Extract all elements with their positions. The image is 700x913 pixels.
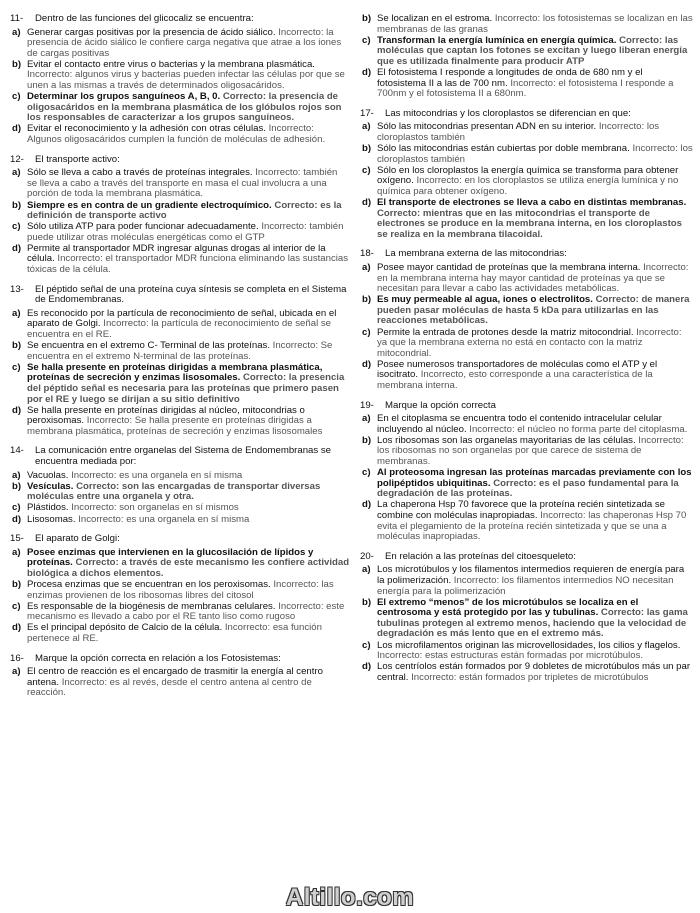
option-letter: a) <box>362 121 371 133</box>
incorrect-explanation: Incorrecto: en la membrana interna hay mayor cantidad de proteínas ya que se necesitan para llevar a cabo las actividades metabólicas. <box>377 261 689 295</box>
incorrect-explanation: Incorrecto: el núcleo no forma parte del citoplasma. <box>469 423 688 435</box>
answer-option <box>360 500 693 542</box>
correct-explanation: Correcto: la presencia del péptido señal es necesaria para las proteínas que primero pasen por el RE y luego se dirijan a su sitio definitivo <box>27 372 345 405</box>
answer-option <box>10 548 350 580</box>
option-letter: c) <box>12 221 21 233</box>
question <box>10 155 350 276</box>
option-text: Se encuentra en el extremo C- Terminal de las proteínas. <box>27 340 270 352</box>
option-letter: c) <box>12 361 21 373</box>
question-number: 16- <box>10 652 24 664</box>
question-text: El transporte activo: <box>35 153 120 165</box>
answer-option <box>10 515 350 526</box>
option-text: Sólo en los cloroplastos la energía química se transforma para obtener oxígeno. <box>377 164 679 187</box>
option-body <box>27 515 350 526</box>
answer-option <box>360 360 693 392</box>
option-text: Se halla presente en proteínas dirigidas al núcleo, mitocondrias o peroxisomas. <box>27 404 305 427</box>
option-letter: c) <box>362 164 371 176</box>
incorrect-explanation: Incorrecto: están formados por tripletes de microtúbulos <box>411 671 649 683</box>
option-letter: d) <box>12 242 22 254</box>
option-body <box>27 503 350 514</box>
option-letter: a) <box>12 469 21 481</box>
option-text: Procesa enzimas que se encuentran en los peroxisomas. <box>27 579 271 590</box>
option-letter: d) <box>12 622 22 634</box>
option-letter: c) <box>362 326 371 338</box>
option-letter: c) <box>12 502 21 514</box>
option-letter: a) <box>12 307 21 319</box>
option-body <box>377 68 693 100</box>
answer-option <box>360 36 693 68</box>
option-text: Los microtúbulos y los filamentos intermedios requieren de energía para la polimerización. <box>377 564 685 586</box>
option-text: Siempre es en contra de un gradiente electroquímico. <box>27 199 272 211</box>
answer-option <box>10 580 350 601</box>
question-stem <box>360 552 693 563</box>
answer-option <box>360 68 693 100</box>
incorrect-explanation: Incorrecto: Se encuentra en el extremo N-terminal de las proteínas. <box>27 340 333 362</box>
option-letter: a) <box>362 413 371 425</box>
question <box>10 654 350 699</box>
question-stem <box>10 654 350 665</box>
incorrect-explanation: Incorrecto: este mecanismo es llevado a cabo por el RE tanto liso como rugoso <box>27 600 345 623</box>
correct-explanation: Correcto: es el paso fundamental para la degradación de las proteínas. <box>377 477 679 500</box>
option-letter: a) <box>12 167 21 179</box>
incorrect-explanation: Incorrecto: ya que la membrana externa no está en contacto con la matriz mitocondrial. <box>377 326 682 359</box>
question-number: 18- <box>360 248 374 260</box>
option-text: Los ribosomas son las organelas mayoritarias de las células. <box>377 434 636 446</box>
option-letter: b) <box>362 596 372 608</box>
option-text: Sólo las mitocondrias presentan ADN en su interior. <box>377 121 597 133</box>
incorrect-explanation: Incorrecto: el fotosistema I responde a 700nm y el fotosistema II a 680nm. <box>377 77 674 100</box>
question-number: 20- <box>360 550 374 562</box>
incorrect-explanation: Incorrecto: las enzimas provienen de los ribosomas libres del citosol <box>27 579 334 601</box>
incorrect-explanation: Incorrecto: Algunos oligosacáridos cumplen la función de moléculas de adhesión. <box>27 123 326 146</box>
option-text: Posee enzimas que intervienen en la glucosilación de lípidos y proteínas. <box>27 546 314 569</box>
answer-option <box>10 406 350 438</box>
incorrect-explanation: Incorrecto: es una organela en sí misma <box>78 513 250 525</box>
option-body <box>27 28 350 60</box>
option-text: Vacuolas. <box>27 469 69 481</box>
answer-option <box>10 28 350 60</box>
question-stem <box>10 534 350 545</box>
option-letter: b) <box>12 480 22 492</box>
option-text: Se halla presente en proteínas dirigidas a membrana plasmática, proteínas de secreción y enzimas lisosomales. <box>27 361 323 384</box>
incorrect-explanation: Incorrecto: algunos virus y bacterias pueden infectar las células por que se unen a las mismas a través de determinados oligosacáridos. <box>27 69 345 92</box>
option-body <box>377 565 693 597</box>
option-body <box>377 263 693 295</box>
answer-option <box>10 92 350 124</box>
option-letter: b) <box>362 143 372 155</box>
option-letter: b) <box>362 13 372 24</box>
option-letter: b) <box>362 434 372 446</box>
answer-option <box>360 641 693 662</box>
question-stem <box>10 155 350 166</box>
option-letter: d) <box>12 513 22 525</box>
option-body <box>377 436 693 468</box>
option-letter: a) <box>12 26 21 38</box>
option-body <box>27 92 350 124</box>
option-body <box>27 602 350 623</box>
question-text: Las mitocondrias y los cloroplastos se diferencian en que: <box>385 107 631 119</box>
option-letter: b) <box>12 579 22 590</box>
option-text: Es reconocido por la partícula de reconocimiento de señal, ubicada en el aparato de Golgi. <box>27 307 337 330</box>
option-body <box>27 667 350 699</box>
question-stem <box>360 109 693 120</box>
option-letter: c) <box>362 467 371 479</box>
answer-option <box>360 436 693 468</box>
option-body <box>27 244 350 276</box>
question-stem <box>360 249 693 260</box>
option-body <box>377 500 693 542</box>
incorrect-explanation: Incorrecto: las chaperonas Hsp 70 evita el plegamiento de la proteína recién sintetizada y que se una a moléculas inapropiadas. <box>377 510 687 543</box>
option-text: El centro de reacción es el encargado de trasmitir la energía al centro antena. <box>27 666 323 688</box>
option-body <box>377 122 693 143</box>
option-text: En el citoplasma se encuentra todo el contenido intracelular celular incluyendo al núcleo. <box>377 413 662 435</box>
answer-option <box>10 667 350 699</box>
answer-option <box>10 124 350 145</box>
option-letter: c) <box>362 639 371 651</box>
answer-option <box>10 60 350 92</box>
option-body <box>377 166 693 198</box>
option-letter: d) <box>362 66 372 78</box>
option-text: La chaperona Hsp 70 favorece que la proteína recién sintetizada se combine con moléculas inapropiadas. <box>377 499 665 522</box>
option-letter: d) <box>12 404 22 416</box>
option-text: Sólo se lleva a cabo a través de proteínas integrales. <box>27 167 253 179</box>
right-column <box>360 14 693 692</box>
option-text: Permite al transportador MDR ingresar algunas drogas al interior de la célula. <box>27 242 326 265</box>
incorrect-explanation: Incorrecto: los cloroplastos también <box>377 143 693 165</box>
incorrect-explanation: Incorrecto: los ribosomas no son organelas por que carece de sistema de membranas. <box>377 434 684 468</box>
answer-option <box>360 198 693 240</box>
option-text: Sólo utiliza ATP para poder funcionar adecuadamente. <box>27 221 259 233</box>
question-number: 15- <box>10 533 24 545</box>
option-body <box>27 580 350 601</box>
question <box>10 14 350 146</box>
question-number: 12- <box>10 153 24 165</box>
question-text: En relación a las proteínas del citoesqueleto: <box>385 550 576 562</box>
option-text: Plástidos. <box>27 502 69 514</box>
question-text: Marque la opción correcta <box>385 399 496 411</box>
incorrect-explanation: Incorrecto: también se lleva a cabo a través del transporte en masa el cual involucra a una porción de toda la membrana plasmática. <box>27 167 338 200</box>
option-text: Generar cargas positivas por la presencia de ácido siálico. <box>27 26 276 38</box>
site-watermark: Altillo.com <box>285 884 415 911</box>
incorrect-explanation: Incorrecto: estas estructuras están formadas por microtúbulos. <box>377 650 644 662</box>
question-stem <box>360 401 693 412</box>
answer-option <box>10 309 350 341</box>
option-letter: c) <box>362 34 371 46</box>
option-body <box>27 309 350 341</box>
incorrect-explanation: Incorrecto: los filamentos intermedios NO necesitan energía para la polimerización <box>377 575 674 597</box>
option-body <box>27 60 350 92</box>
correct-explanation: Correcto: las gama tubulinas protegen al extremo menos, haciendo que la velocidad de degradación es más lento que en el extremo más. <box>377 607 688 640</box>
option-text: Los microfilamentos originan las microvellosidades, los cilios y flagelos. <box>377 639 681 651</box>
answer-option <box>360 328 693 360</box>
answer-option <box>10 482 350 503</box>
question <box>360 552 693 684</box>
answer-option <box>10 168 350 200</box>
option-body <box>377 641 693 662</box>
option-body <box>27 623 350 644</box>
question-stem <box>10 446 350 467</box>
question-number: 13- <box>10 283 24 295</box>
option-letter: c) <box>12 600 21 612</box>
correct-explanation: Correcto: son las encargadas de transportar diversas moléculas entre una organela y otra. <box>27 480 321 503</box>
incorrect-explanation: Incorrecto, esto corresponde a una característica de la membrana interna. <box>377 369 653 391</box>
answer-option <box>360 662 693 683</box>
incorrect-explanation: Incorrecto: esa función pertenece al RE. <box>27 622 322 644</box>
answer-option <box>10 363 350 405</box>
option-body <box>27 406 350 438</box>
answer-option <box>360 263 693 295</box>
correct-explanation: Correcto: de manera pueden pasar moléculas de hasta 5 kDa para utilizarlas en las reacciones metabólicas. <box>377 294 690 327</box>
answer-option <box>360 14 693 35</box>
incorrect-explanation: Incorrecto: los fotosistemas se localizan en las membranas de las granas <box>377 13 693 35</box>
question-text: El péptido señal de una proteína cuya síntesis se completa en el Sistema de Endomembranas. <box>35 283 347 306</box>
option-letter: a) <box>362 261 371 273</box>
question <box>360 109 693 241</box>
option-body <box>27 471 350 482</box>
question-number: 17- <box>360 107 374 119</box>
question <box>10 446 350 525</box>
option-body <box>27 201 350 222</box>
option-letter: d) <box>362 358 372 370</box>
option-text: Determinar los grupos sanguíneos A, B, 0. <box>27 91 221 103</box>
incorrect-explanation: Incorrecto: en los cloroplastos se utiliza energía lumínica y no química para obtener oxígeno. <box>377 175 679 197</box>
option-letter: b) <box>12 340 22 352</box>
option-letter: d) <box>362 661 372 673</box>
answer-option <box>10 623 350 644</box>
option-letter: c) <box>12 91 21 103</box>
option-body <box>377 198 693 240</box>
option-body <box>377 662 693 683</box>
option-letter: d) <box>362 197 372 208</box>
option-text: Es el principal depósito de Calcio de la célula. <box>27 622 223 634</box>
option-text: Evitar el reconocimiento y la adhesión con otras células. <box>27 123 266 135</box>
option-body <box>377 14 693 35</box>
option-letter: a) <box>12 666 21 678</box>
incorrect-explanation: Incorrecto: la partícula de reconocimiento de señal se encuentra en el RE. <box>27 318 331 341</box>
answer-option <box>10 471 350 482</box>
question <box>360 249 693 391</box>
option-body <box>377 360 693 392</box>
option-text: Es responsable de la biogénesis de membranas celulares. <box>27 600 276 612</box>
option-text: Posee numerosos transportadores de moléculas como el ATP y el isocitrato. <box>377 358 658 381</box>
option-body <box>377 144 693 165</box>
question-number: 11- <box>10 13 24 24</box>
answer-option <box>360 468 693 500</box>
option-letter: b) <box>362 294 372 306</box>
correct-explanation: Correcto: es la definición de transporte activo <box>27 199 342 222</box>
answer-option <box>10 222 350 243</box>
option-text: Permite la entrada de protones desde la matriz mitocondrial. <box>377 326 634 338</box>
option-text: Vesículas. <box>27 480 74 492</box>
incorrect-explanation: Incorrecto: también puede utilizar otras moléculas energéticas como el GTP <box>27 221 344 243</box>
question <box>10 285 350 438</box>
incorrect-explanation: Incorrecto: la presencia de ácido siálico le confiere carga negativa que atrae a los iones de cargas positivas <box>27 26 342 59</box>
answer-option <box>360 144 693 165</box>
left-column <box>10 14 350 708</box>
option-letter: a) <box>362 564 371 576</box>
answer-option <box>10 244 350 276</box>
option-letter: b) <box>12 58 22 70</box>
option-text: Al proteosoma ingresan las proteínas marcadas previamente con los polipéptidos ubiquitinas. <box>377 467 692 489</box>
correct-explanation: Correcto: a través de este mecanismo les confiere actividad biológica a dichos elementos. <box>27 557 350 579</box>
option-letter: d) <box>362 499 372 511</box>
question-number: 19- <box>360 399 374 411</box>
answer-option <box>10 341 350 362</box>
option-text: Es muy permeable al agua, iones o electrolitos. <box>377 294 593 306</box>
incorrect-explanation: Incorrecto: Se halla presente en proteínas dirigidas a membrana plasmática, proteínas de secreción y enzimas lisosomales <box>27 415 323 437</box>
answer-option <box>360 122 693 143</box>
option-text: El extremo “menos” de los microtúbulos se localiza en el centrosoma y está protegido por las y tubulinas. <box>377 596 639 619</box>
question-text: Marque la opción correcta en relación a los Fotosistemas: <box>35 652 281 664</box>
correct-explanation: Correcto: la presencia de oligosacáridos en la membrana plasmática de los glóbulos rojos son los responsables de caracterizar a los grupos sanguíneos. <box>27 91 342 124</box>
incorrect-explanation: Incorrecto: es al revés, desde el centro antena al centro de reacción. <box>27 676 312 699</box>
option-body <box>27 341 350 362</box>
question-text: El aparato de Golgi: <box>35 533 120 545</box>
incorrect-explanation: Incorrecto: es una organela en sí misma <box>71 469 243 481</box>
question <box>360 14 693 100</box>
option-body <box>377 468 693 500</box>
correct-explanation: Correcto: las moléculas que captan los fotones se excitan y luego liberan energía que es utilizada finalmente para producir ATP <box>377 34 688 67</box>
option-text: Transforman la energía lumínica en energía química. <box>377 34 617 46</box>
option-letter: d) <box>12 123 22 135</box>
question-text: La membrana externa de las mitocondrias: <box>385 248 567 260</box>
answer-option <box>360 414 693 435</box>
question-text: Dentro de las funciones del glicocaliz se encuentra: <box>35 13 254 24</box>
option-body <box>377 36 693 68</box>
answer-option <box>10 201 350 222</box>
answer-option <box>360 598 693 640</box>
question-text: La comunicación entre organelas del Sistema de Endomembranas se encuentra mediada por: <box>35 445 331 468</box>
option-text: Se localizan en el estroma. <box>377 13 493 24</box>
answer-option <box>360 565 693 597</box>
question <box>10 534 350 644</box>
option-text: Sólo las mitocondrias están cubiertas por doble membrana. <box>377 143 630 155</box>
answer-option <box>360 295 693 327</box>
option-body <box>377 598 693 640</box>
option-text: Los centríolos están formados por 9 dobletes de microtúbulos más un par central. <box>377 661 691 683</box>
option-text: Lisosomas. <box>27 513 76 525</box>
option-body <box>377 414 693 435</box>
option-body <box>27 363 350 405</box>
incorrect-explanation: Incorrecto: los cloroplastos también <box>377 121 660 143</box>
option-letter: b) <box>12 199 22 211</box>
option-body <box>377 295 693 327</box>
option-body <box>377 328 693 360</box>
answer-option <box>10 503 350 514</box>
option-text: Evitar el contacto entre virus o bacterias y la membrana plasmática. <box>27 58 315 70</box>
option-body <box>27 168 350 200</box>
correct-explanation: Correcto: mientras que en las mitocondrias el transporte de electrones se produce en la membrana interna, en los cloroplastos se realiza en la membrana tilacoidal. <box>377 207 682 240</box>
question-stem <box>10 285 350 306</box>
option-body <box>27 482 350 503</box>
option-letter: a) <box>12 546 21 558</box>
option-body <box>27 124 350 145</box>
question-stem <box>10 14 350 25</box>
incorrect-explanation: Incorrecto: son organelas en sí mismos <box>71 502 239 514</box>
incorrect-explanation: Incorrecto: el transportador MDR funciona eliminando las sustancias tóxicas de la célula. <box>27 253 349 276</box>
question <box>360 401 693 543</box>
answer-option <box>10 602 350 623</box>
option-text: El fotosistema I responde a longitudes de onda de 680 nm y el fotosistema II a las de 700 nm. <box>377 66 643 89</box>
option-body <box>27 222 350 243</box>
option-text: El transporte de electrones se lleva a cabo en distintas membranas. <box>377 197 687 208</box>
question-number: 14- <box>10 445 24 457</box>
answer-option <box>360 166 693 198</box>
option-text: Posee mayor cantidad de proteínas que la membrana interna. <box>377 261 641 273</box>
option-body <box>27 548 350 580</box>
